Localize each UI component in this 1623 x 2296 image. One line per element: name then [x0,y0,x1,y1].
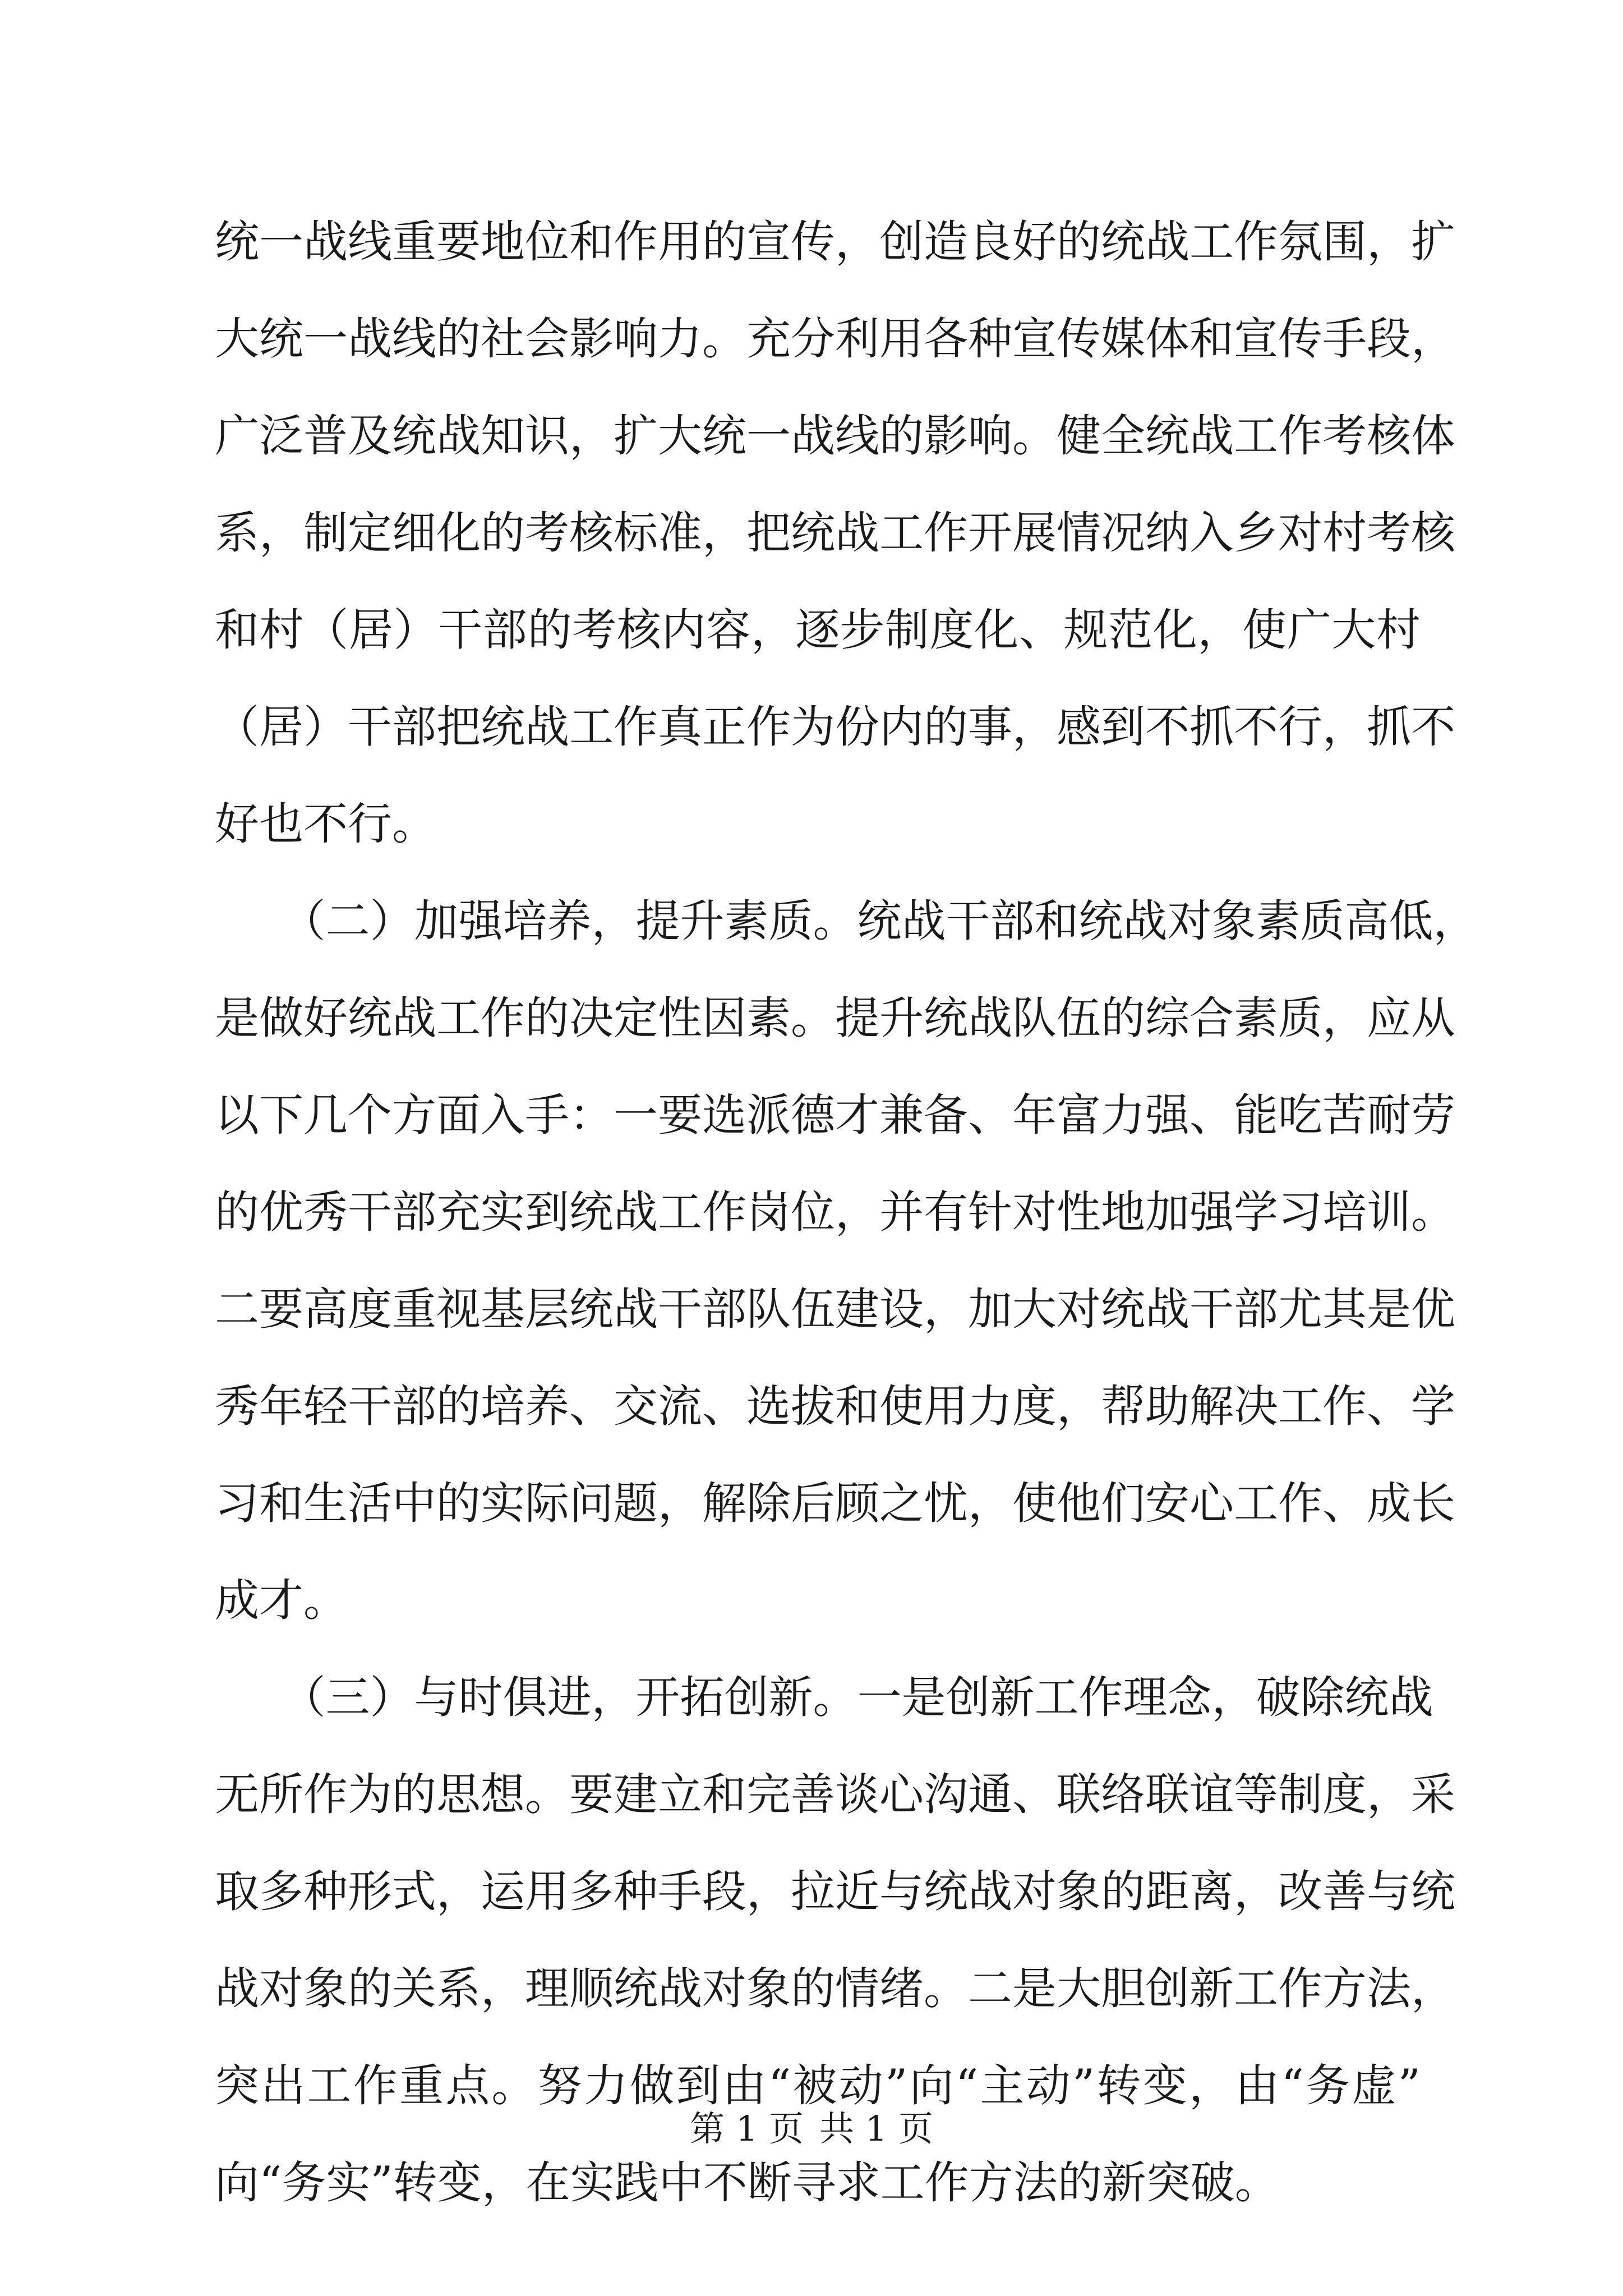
text-line: 突出工作重点。努力做到由“被动”向“主动”转变，由“务虚” [215,2060,1421,2111]
page-footer [0,2106,1623,2151]
text-line: 成才。 [215,1575,348,1626]
text-line: 向“务实”转变，在实践中不断寻求工作方法的新突破。 [215,2157,1279,2208]
text-line: 以下几个方面入手：一要选派德才兼备、年富力强、能吃苦耐劳 [215,1089,1455,1141]
paragraph-2 [215,873,1478,1649]
page-number: 第 1 页 [690,2108,804,2149]
text-line: 二要高度重视基层统战干部队伍建设，加大对统战干部尤其是优 [215,1283,1455,1335]
text-line: 无所作为的思想。要建立和完善谈心沟通、联络联谊等制度，采 [215,1769,1455,1820]
text-line: 秀年轻干部的培养、交流、选拔和使用力度，帮助解决工作、学 [215,1381,1455,1432]
paragraph-1 [215,194,1455,873]
text-line: 的优秀干部充实到统战工作岗位，并有针对性地加强学习培训。 [215,1186,1455,1238]
text-line: 好也不行。 [215,798,436,850]
text-line: 大统一战线的社会影响力。充分利用各种宣传媒体和宣传手段， [215,313,1455,365]
text-line: 取多种形式，运用多种手段，拉近与统战对象的距离，改善与统 [215,1866,1455,1917]
text-line: 广泛普及统战知识，扩大统一战线的影响。健全统战工作考核体 [215,410,1455,462]
text-line: 统一战线重要地位和作用的宣传，创造良好的统战工作氛围，扩 [215,216,1455,268]
page-total: 共 1 页 [819,2108,933,2149]
text-line: （二）加强培养，提升素质。统战干部和统战对象素质高低， [215,895,1478,947]
text-line: 和村（居）干部的考核内容，逐步制度化、规范化，使广大村 [215,604,1421,656]
text-line: （三）与时俱进，开拓创新。一是创新工作理念，破除统战 [215,1672,1433,1723]
document-body [215,194,1478,2231]
text-line: （居）干部把统战工作真正作为份内的事，感到不抓不行，抓不 [215,701,1455,753]
text-line: 战对象的关系，理顺统战对象的情绪。二是大胆创新工作方法， [215,1963,1455,2014]
text-line: 是做好统战工作的决定性因素。提升统战队伍的综合素质，应从 [215,992,1455,1044]
text-line: 系，制定细化的考核标准，把统战工作开展情况纳入乡对村考核 [215,507,1455,559]
text-line: 习和生活中的实际问题，解除后顾之忧，使他们安心工作、成长 [215,1478,1455,1529]
